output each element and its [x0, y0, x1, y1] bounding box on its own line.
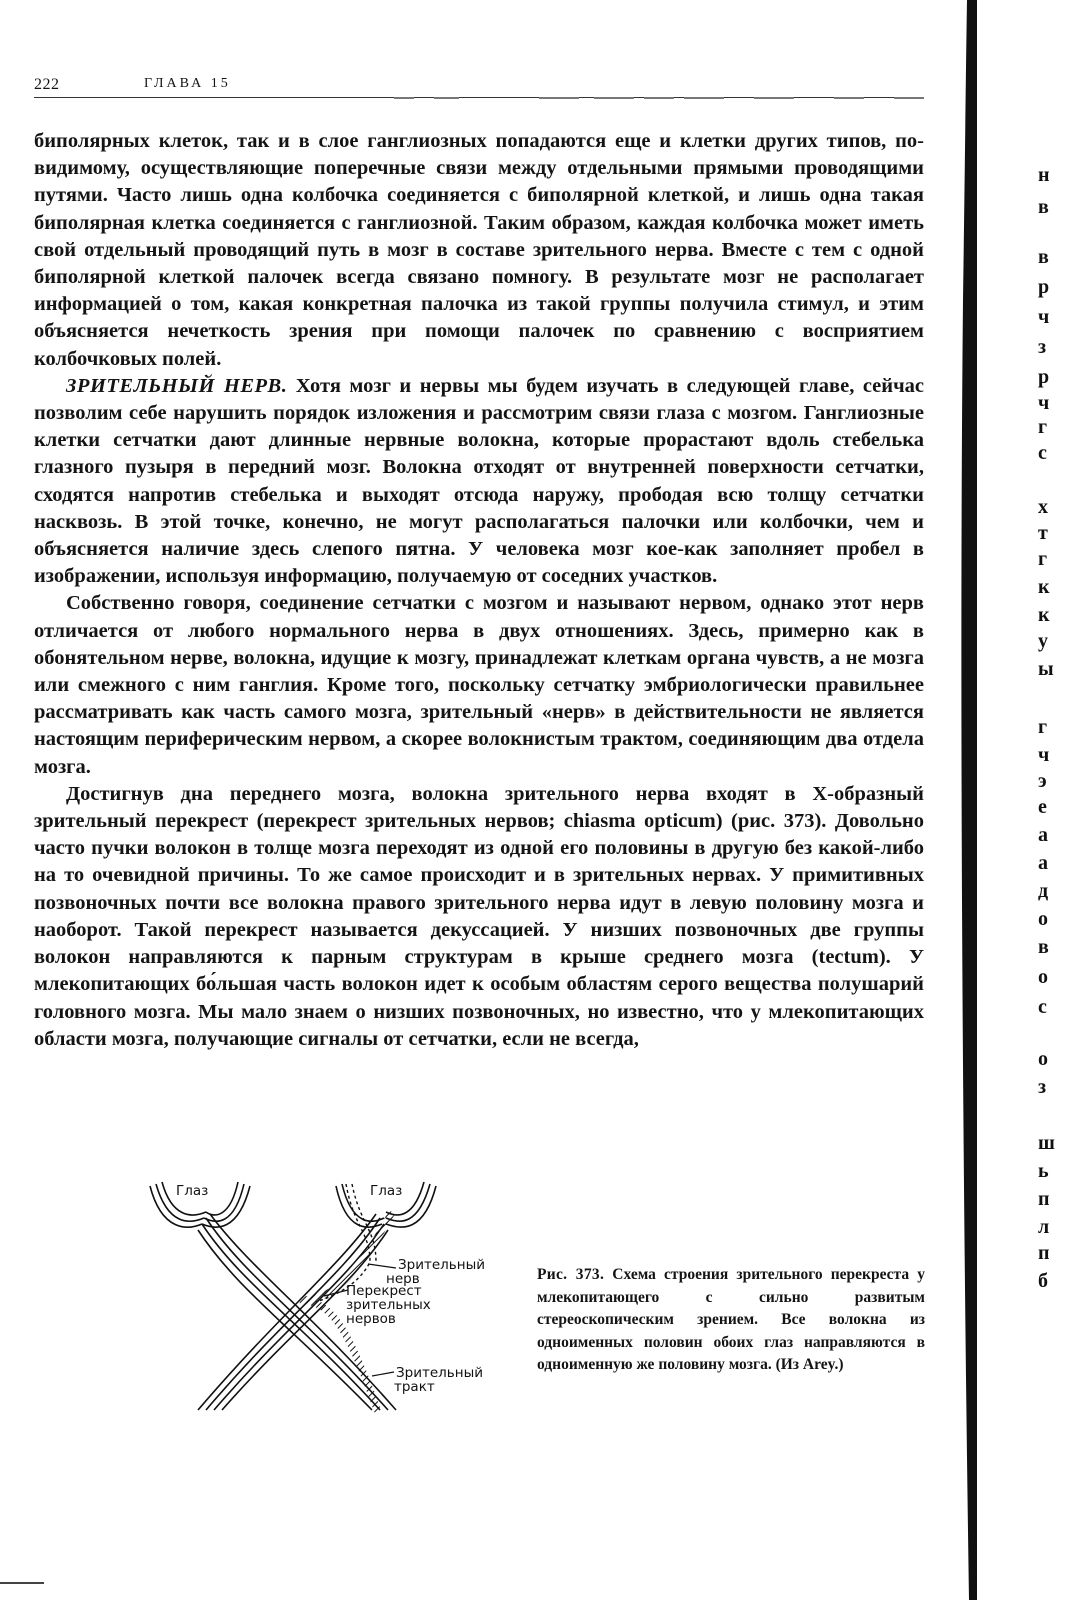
facing-page-letter: о	[1038, 966, 1048, 988]
facing-page-letter: х	[1038, 496, 1048, 518]
paragraph: биполярных клеток, так и в слое ганглиозных попадаются еще и клетки других типов, по-видимому, осуществляющие поперечные связи между отдельными прямыми проводящими путями. Часто лишь одна колбочка соединяется с биполярной клеткой, и лишь одна такая биполярная клетка соединяется с ганглиозной. Таким образом, каждая колбочка может иметь свой отдельный проводящий путь в мозг в составе зрительного нерва. Вместе с тем с одной биполярной клеткой палочек всегда связано помногу. В результате мозг не располагает информацией о том, какая конкретная палочка из такой группы получила стимул, и этим объясняется нечеткость зрения при помощи палочек по сравнению с восприятием колбочковых полей.	[34, 130, 924, 370]
label-optic-nerve-line2: нерв	[386, 1271, 420, 1287]
page-corner-mark	[0, 1582, 44, 1584]
paragraph-text: . У низших позвоночных две группы волокон направляются к парным структурам в крыше среднего мозга (tectum). У млекопитающих бо́льшая часть волокон идет к особым областям серого вещества полушарий головного мозга. Мы мало знаем о низших позвоночных, но известно, что у млекопитающих области мозга, получающие сигналы от сетчатки, если не всегда,	[34, 918, 924, 1050]
header-rule-dash	[754, 97, 794, 99]
body-text	[34, 128, 924, 1053]
optic-chiasm-diagram	[140, 1172, 500, 1422]
facing-page-letter: е	[1038, 796, 1047, 818]
facing-page-letter: к	[1038, 576, 1050, 598]
label-chiasm-line2: зрительных	[346, 1297, 431, 1313]
header-rule-dash	[434, 97, 459, 99]
facing-page-letter: в	[1038, 246, 1049, 268]
figure-caption-text: Схема строения зрительного перекреста у млекопитающего с сильно развитым стереоскопическим зрением. Все волокна из одноименных половин обоих глаз направляются в одноименную же половину мозга. (Из Arey.)	[537, 1266, 925, 1373]
label-chiasm-line3: нервов	[346, 1311, 396, 1327]
facing-page-letter: ш	[1038, 1132, 1055, 1154]
label-chiasm-line1: Перекрест	[346, 1283, 422, 1299]
facing-page-letter: г	[1038, 416, 1048, 438]
optic-chiasm-figure	[140, 1172, 500, 1422]
header-rule-dash	[644, 97, 674, 99]
paragraph	[34, 373, 924, 591]
facing-page-letter: о	[1038, 1048, 1048, 1070]
facing-page-letter: о	[1038, 908, 1048, 930]
figure-caption	[537, 1264, 925, 1377]
paragraph: Собственно говоря, соединение сетчатки с мозгом и называют нервом, однако этот нерв отличается от любого нормального нерва в двух отношениях. Здесь, примерно как в обонятельном нерве, волокна, идущие к мозгу, принадлежат клеткам органа чувств, а не мозга или смежного с ним ганглия. Кроме того, поскольку сетчатку эмбриологически правильнее рассматривать как часть самого мозга, зрительный «нерв» в действительности не является настоящим периферическим нервом, а скорее волокнистым трактом, соединяющим два отдела мозга.	[34, 592, 924, 778]
label-optic-tract-line1: Зрительный	[396, 1365, 484, 1381]
facing-page-letter: г	[1038, 716, 1048, 738]
label-optic-nerve-line1: Зрительный	[398, 1257, 486, 1273]
facing-page-letter: л	[1038, 1216, 1050, 1238]
header-rule-dash	[684, 97, 724, 99]
term-decussation: декуссацией	[430, 918, 545, 941]
paragraph-text: Хотя мозг и нервы мы будем изучать в следующей главе, сейчас позволим себе нарушить порядок изложения и рассмотрим связи глаза с мозгом. Ганглиозные клетки сетчатки дают длинные нервные волокна, которые прорастают вдоль стебелька глазного пузыря в передний мозг. Волокна отходят от внутренней поверхности сетчатки, сходятся напротив стебелька и выходят отсюда наружу, прободая всю толщу сетчатки насквозь. В этой точке, конечно, не могут располагаться палочки или колбочки, чем и объясняется наличие здесь слепого пятна. У человека мозг кое-как заполняет пробел в изображении, используя информацию, получаемую от соседних участков.	[34, 374, 924, 588]
facing-page-letter: э	[1038, 770, 1047, 792]
facing-page-letter: з	[1038, 1076, 1047, 1098]
facing-page-letter: н	[1038, 164, 1050, 186]
facing-page-letter: ч	[1038, 306, 1050, 328]
header-rule-dash	[394, 97, 414, 99]
facing-page-letter: ь	[1038, 1160, 1049, 1182]
facing-page-letter: а	[1038, 824, 1048, 846]
facing-page-letter: с	[1038, 996, 1047, 1018]
facing-page-letter: р	[1038, 276, 1050, 298]
binding-shadow	[953, 0, 977, 1600]
facing-page-letter: в	[1038, 196, 1049, 218]
label-eye-right: Глаз	[370, 1183, 403, 1199]
facing-page-letter: т	[1038, 522, 1048, 544]
facing-page-letter: ч	[1038, 744, 1050, 766]
paragraph-text: (перекрест зрительных нервов; chiasma opticum) (рис. 373). Довольно часто пучки волокон в толще мозга переходят из одной его половины в другую без какой-либо на то очевидной причины. То же самое происходит и в зрительных нервах. У примитивных позвоночных почти все волокна правого зрительного нерва идут в левую половину мозга и наоборот. Такой перекрест называется	[34, 810, 924, 941]
paragraph	[34, 781, 924, 1053]
section-runin-heading: ЗРИТЕЛЬНЫЙ НЕРВ.	[66, 374, 288, 397]
facing-page-letter: в	[1038, 936, 1049, 958]
label-eye-left: Глаз	[176, 1183, 209, 1199]
facing-page-letter: ы	[1038, 658, 1054, 680]
label-optic-tract-line2: тракт	[394, 1379, 435, 1395]
facing-page-letter: п	[1038, 1188, 1050, 1210]
facing-page-edge	[990, 0, 1072, 1600]
paragraph-text: Достигнув дна переднего мозга, волокна зрительного нерва входят в Х-образный	[66, 782, 924, 805]
facing-page-letter: к	[1038, 604, 1050, 626]
facing-page-letter: у	[1038, 630, 1048, 652]
running-head: ГЛАВА 15	[144, 76, 231, 91]
facing-page-letter: ч	[1038, 392, 1050, 414]
header-rule-dash	[894, 97, 924, 99]
facing-page-letter: д	[1038, 880, 1049, 902]
facing-page-letter: п	[1038, 1242, 1050, 1264]
facing-page-letter: г	[1038, 548, 1048, 570]
facing-page-letter: р	[1038, 366, 1050, 388]
term-optic-chiasm: зрительный перекрест	[34, 810, 249, 833]
facing-page-letter: а	[1038, 852, 1048, 874]
header-rule-dash	[539, 97, 579, 99]
facing-page-letter: з	[1038, 336, 1047, 358]
header-rule-dash	[834, 97, 864, 99]
facing-page-letter: б	[1038, 1270, 1048, 1292]
header-rule-dash	[594, 97, 634, 99]
figure-caption-number: Рис. 373.	[537, 1266, 605, 1283]
facing-page-letter: с	[1038, 442, 1047, 464]
page-number: 222	[34, 76, 60, 93]
